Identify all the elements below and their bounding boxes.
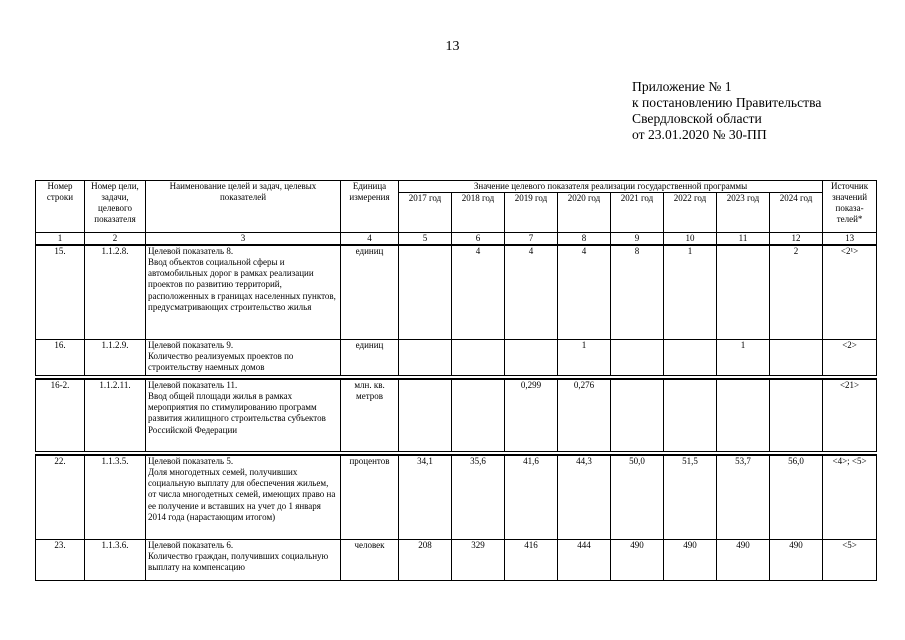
header-year: 2022 год	[664, 193, 717, 233]
indicators-table	[35, 180, 877, 581]
row-value	[664, 379, 717, 452]
row-value: 1	[664, 245, 717, 340]
row-value	[770, 340, 823, 376]
column-number: 8	[558, 233, 611, 246]
header-values-group: Значение целевого показателя реализации государственной программы	[399, 181, 823, 193]
row-title: Целевой показатель 5.	[148, 456, 234, 467]
row-value	[452, 340, 505, 376]
row-source: <4>; <5>	[823, 455, 877, 540]
row-number: 16.	[36, 340, 85, 376]
row-source: <2>	[823, 340, 877, 376]
column-number: 7	[505, 233, 558, 246]
appendix-line-1: Приложение № 1	[632, 79, 732, 94]
appendix-block	[632, 79, 897, 143]
column-numbers-row	[36, 233, 877, 246]
row-code: 1.1.3.6.	[85, 540, 146, 581]
table-row	[36, 540, 877, 581]
column-number: 11	[717, 233, 770, 246]
row-value: 0,299	[505, 379, 558, 452]
row-value: 329	[452, 540, 505, 581]
table-row	[36, 379, 877, 452]
row-value: 490	[717, 540, 770, 581]
row-title: Целевой показатель 9.	[148, 340, 234, 351]
row-value	[399, 245, 452, 340]
header-name: Наименование целей и задач, целевых показателей	[146, 181, 341, 233]
row-value: 4	[505, 245, 558, 340]
row-value: 56,0	[770, 455, 823, 540]
row-value: 208	[399, 540, 452, 581]
row-description: Ввод общей площади жилья в рамках мероприятия по стимулированию программ развития жилищного строительства субъектов Российской Федерации	[148, 391, 326, 435]
header-year: 2019 год	[505, 193, 558, 233]
row-value: 490	[611, 540, 664, 581]
row-value: 1	[558, 340, 611, 376]
row-value: 35,6	[452, 455, 505, 540]
column-number: 5	[399, 233, 452, 246]
header-year: 2018 год	[452, 193, 505, 233]
column-number: 2	[85, 233, 146, 246]
row-value	[611, 340, 664, 376]
row-title: Целевой показатель 11.	[148, 380, 238, 391]
row-title: Целевой показатель 6.	[148, 540, 234, 551]
column-number: 3	[146, 233, 341, 246]
row-source: <21>	[823, 379, 877, 452]
row-name	[146, 379, 341, 452]
row-number: 16-2.	[36, 379, 85, 452]
row-title: Целевой показатель 8.	[148, 246, 234, 257]
header-year: 2023 год	[717, 193, 770, 233]
column-number: 13	[823, 233, 877, 246]
row-value	[505, 340, 558, 376]
row-unit: единиц	[341, 340, 399, 376]
row-name	[146, 455, 341, 540]
page-number: 13	[445, 39, 460, 54]
row-value	[611, 379, 664, 452]
row-value	[399, 340, 452, 376]
column-number: 6	[452, 233, 505, 246]
row-description: Количество граждан, получивших социальную выплату на компенсацию	[148, 551, 329, 573]
row-value: 34,1	[399, 455, 452, 540]
row-value: 490	[664, 540, 717, 581]
row-source: <5>	[823, 540, 877, 581]
row-code: 1.1.2.9.	[85, 340, 146, 376]
row-value: 41,6	[505, 455, 558, 540]
appendix-line-2: к постановлению Правительства	[632, 95, 822, 110]
table-row	[36, 340, 877, 376]
row-value: 8	[611, 245, 664, 340]
row-number: 15.	[36, 245, 85, 340]
header-goal-number: Номер цели, задачи, целевого показателя	[85, 181, 146, 233]
row-code: 1.1.2.8.	[85, 245, 146, 340]
row-description: Доля многодетных семей, получивших социальную выплату для обеспечения жильем, от числа многодетных семей, имеющих право на ее получение и вставших на учет до 1 января 2014 года (нарастающим итогом)	[148, 467, 336, 522]
row-value	[399, 379, 452, 452]
appendix-line-3: Свердловской области	[632, 111, 762, 126]
header-unit: Единица измерения	[341, 181, 399, 233]
row-unit: единиц	[341, 245, 399, 340]
header-year: 2020 год	[558, 193, 611, 233]
column-number: 9	[611, 233, 664, 246]
column-number: 4	[341, 233, 399, 246]
table-row	[36, 455, 877, 540]
header-row	[36, 181, 877, 193]
row-source: <2¹>	[823, 245, 877, 340]
row-unit: млн. кв. метров	[341, 379, 399, 452]
header-year: 2021 год	[611, 193, 664, 233]
row-value	[770, 379, 823, 452]
row-unit: человек	[341, 540, 399, 581]
row-value: 2	[770, 245, 823, 340]
row-name	[146, 245, 341, 340]
column-number: 12	[770, 233, 823, 246]
header-row-number: Номер строки	[36, 181, 85, 233]
row-code: 1.1.2.11.	[85, 379, 146, 452]
column-number: 10	[664, 233, 717, 246]
row-value: 4	[558, 245, 611, 340]
row-value	[717, 245, 770, 340]
appendix-line-4: от 23.01.2020 № 30-ПП	[632, 127, 767, 142]
row-value: 44,3	[558, 455, 611, 540]
row-value: 1	[717, 340, 770, 376]
column-number: 1	[36, 233, 85, 246]
header-year: 2024 год	[770, 193, 823, 233]
row-number: 23.	[36, 540, 85, 581]
row-value: 416	[505, 540, 558, 581]
row-description: Ввод объектов социальной сферы и автомобильных дорог в рамках реализации проектов по развитию территорий, расположенных в границах населенных пунктов, предусматривающих строительство жилья	[148, 257, 336, 312]
table-row	[36, 245, 877, 340]
row-value: 50,0	[611, 455, 664, 540]
row-name	[146, 340, 341, 376]
row-unit: процентов	[341, 455, 399, 540]
row-value: 444	[558, 540, 611, 581]
header-year: 2017 год	[399, 193, 452, 233]
row-number: 22.	[36, 455, 85, 540]
row-description: Количество реализуемых проектов по строительству наемных домов	[148, 351, 294, 373]
row-value: 53,7	[717, 455, 770, 540]
row-value: 490	[770, 540, 823, 581]
row-value	[452, 379, 505, 452]
row-value: 0,276	[558, 379, 611, 452]
row-value: 4	[452, 245, 505, 340]
row-value	[664, 340, 717, 376]
row-value: 51,5	[664, 455, 717, 540]
row-name	[146, 540, 341, 581]
header-source: Источник значений показа-телей*	[823, 181, 877, 233]
row-value	[717, 379, 770, 452]
row-code: 1.1.3.5.	[85, 455, 146, 540]
